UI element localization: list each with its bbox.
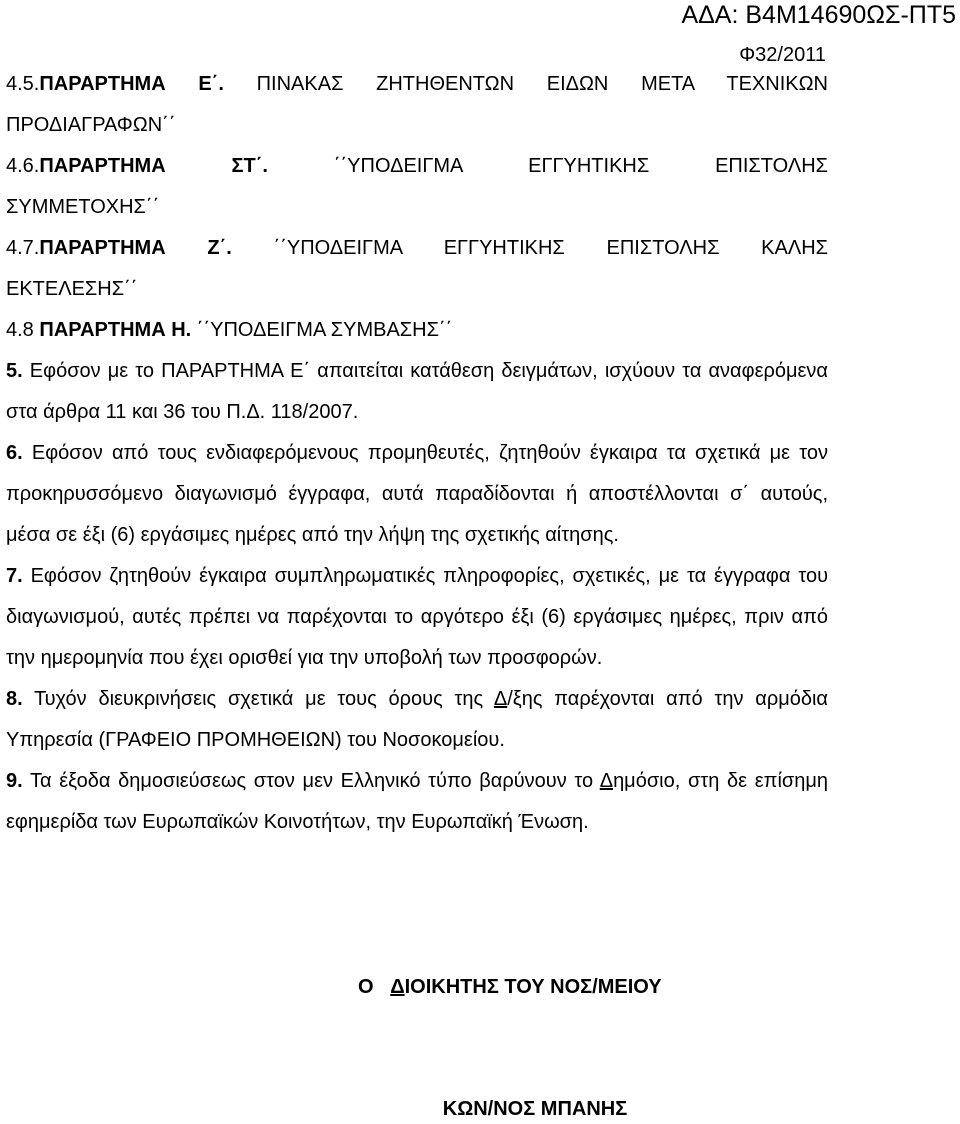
annex-4-7-line1 [6,228,828,269]
paragraph-6 [6,433,828,556]
annex-4-5-line1 [6,64,828,105]
annex-number: 4.7. [6,237,40,259]
paragraph-number: 8. [6,688,23,710]
protocol-number: Φ32/2011 [739,44,826,66]
annex-description: ΄΄ΥΠΟΔΕΙΓΜΑ ΕΓΓΥΗΤΙΚΗΣ ΕΠΙΣΤΟΛΗΣ [333,155,829,177]
paragraph-8 [6,679,828,761]
annex-4-7-line2: ΕΚΤΕΛΕΣΗΣ΄΄ [6,278,138,300]
annex-description: ΄΄ΥΠΟΔΕΙΓΜΑ ΕΓΓΥΗΤΙΚΗΣ ΕΠΙΣΤΟΛΗΣ ΚΑΛΗΣ [273,237,829,259]
paragraph-number: 7. [6,565,23,587]
paragraph-text: Εφόσον από τους ενδιαφερόμενους προμηθευτές, ζητηθούν έγκαιρα τα σχετικά με τον προκηρυσσόμενο διαγωνισμό έγγραφα, αυτά παραδίδονται ή αποστέλλονται σ΄ αυτούς, μέσα σε έξι (6) εργάσιμες ημέρες από την λήψη της σχετικής αίτησης. [6,442,829,546]
underlined-letter: Δ [390,976,405,998]
paragraph-text-cont: /ξης παρέχονται από την αρμόδια Υπηρεσία (ΓΡΑΦΕΙΟ ΠΡΟΜΗΘΕΙΩΝ) του Νοσοκομείου. [6,688,828,751]
annex-4-5-line2: ΠΡΟΔΙΑΓΡΑΦΩΝ΄΄ [6,114,176,136]
annex-title: ΠΑΡΑΡΤΗΜΑ Η. [39,319,192,341]
annex-number: 4.5. [6,73,40,95]
paragraph-text: Εφόσον ζητηθούν έγκαιρα συμπληρωματικές πληροφορίες, σχετικές, με τα έγγραφα του διαγωνισμού, αυτές πρέπει να παρέχονται το αργότερο έξι (6) εργάσιμες ημέρες, πριν από την ημερομηνία που έχει ορισθεί για την υποβολή των προσφορών. [6,565,829,669]
annex-description: ΠΙΝΑΚΑΣ ΖΗΤΗΘΕΝΤΩΝ ΕΙΔΩΝ ΜΕΤΑ ΤΕΧΝΙΚΩΝ [256,73,829,95]
paragraph-text: Τα έξοδα δημοσιεύσεως στον μεν Ελληνικό τύπο βαρύνουν το [30,770,600,792]
annex-title: ΠΑΡΑΡΤΗΜΑ Ζ΄. [39,237,232,259]
annex-number: 4.8 [6,319,34,341]
paragraph-number: 6. [6,442,23,464]
signature-role-article: Ο [358,976,374,998]
annex-title: ΠΑΡΑΡΤΗΜΑ Ε΄. [39,73,224,95]
signature-role [358,972,662,1002]
paragraph-5 [6,351,828,433]
signatory-name: ΚΩΝ/ΝΟΣ ΜΠΑΝΗΣ [442,1098,628,1120]
paragraph-text: Εφόσον με το ΠΑΡΑΡΤΗΜΑ Ε΄ απαιτείται κατάθεση δειγμάτων, ισχύουν τα αναφερόμενα στα άρθρα 11 και 36 του Π.Δ. 118/2007. [6,360,828,423]
paragraph-text: Τυχόν διευκρινήσεις σχετικά με τους όρους της [34,688,494,710]
underlined-letter: Δ [599,770,614,792]
annex-description: ΄΄ΥΠΟΔΕΙΓΜΑ ΣΥΜΒΑΣΗΣ΄΄ [196,319,453,341]
annex-4-8 [6,310,828,351]
annex-title: ΠΑΡΑΡΤΗΜΑ ΣΤ΄. [39,155,268,177]
underlined-letter: Δ [493,688,508,710]
paragraph-9 [6,761,828,843]
annex-number: 4.6. [6,155,40,177]
signature-role-title: ΙΟΙΚΗΤΗΣ ΤΟΥ ΝΟΣ/ΜΕΙΟΥ [404,976,662,998]
paragraph-number: 5. [6,360,23,382]
paragraph-7 [6,556,828,679]
annex-4-6-line1 [6,146,828,187]
paragraph-number: 9. [6,770,23,792]
ada-code: ΑΔΑ: Β4Μ14690ΩΣ-ΠΤ5 [681,1,956,29]
document-body [6,64,828,843]
paragraph-text-cont: ημόσιο, στη δε επίσημη εφημερίδα των Ευρωπαϊκών Κοινοτήτων, την Ευρωπαϊκή Ένωση. [6,770,828,833]
annex-4-6-line2: ΣΥΜΜΕΤΟΧΗΣ΄΄ [6,196,160,218]
